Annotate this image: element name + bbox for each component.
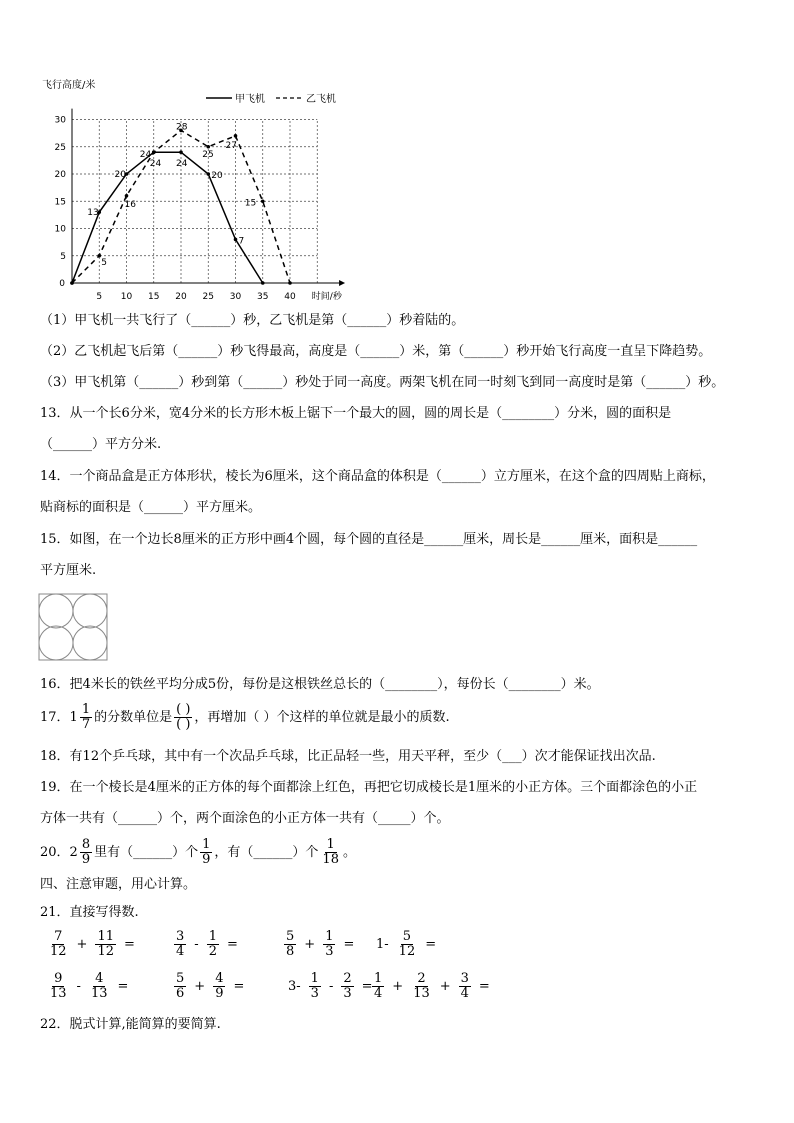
- data-label: 28: [176, 122, 188, 133]
- data-label: 25: [202, 149, 214, 160]
- data-point: [179, 150, 183, 154]
- question-14-line-2: 贴商标的面积是（______）平方厘米。: [40, 500, 262, 515]
- question-19-line-1: 19．在一个棱长是4厘米的正方体的每个面都涂上红色，再把它切成棱长是1厘米的小正方体。三个面都涂色的小正: [40, 780, 698, 795]
- data-point: [206, 172, 210, 176]
- operator: +: [392, 979, 404, 994]
- fraction: $\frac{1}{3}$: [325, 929, 334, 959]
- data-label: 15: [244, 198, 257, 209]
- fraction: $\frac{1}{2}$: [208, 929, 217, 959]
- operator: +: [76, 937, 88, 952]
- question-20-number: 20．: [40, 844, 70, 860]
- data-label: 24: [139, 150, 152, 161]
- x-tick-label: 35: [257, 292, 269, 302]
- y-tick-label: 30: [54, 115, 66, 126]
- data-point: [261, 199, 265, 203]
- data-point: [152, 150, 156, 154]
- x-tick-label: 5: [96, 292, 103, 302]
- data-point: [234, 238, 238, 242]
- x-tick-label: 25: [202, 292, 214, 302]
- question-21: 21．直接写得数.: [40, 905, 139, 920]
- fraction: $\frac{4}{9}$: [215, 971, 224, 1001]
- circle-top-left: [39, 594, 73, 628]
- question-22: 22．脱式计算,能简算的要简算.: [40, 1017, 221, 1032]
- x-tick-label: 15: [148, 292, 160, 302]
- operator: =: [425, 937, 437, 952]
- data-point: [70, 281, 74, 285]
- legend-label: 甲飞机: [235, 94, 265, 105]
- data-point: [125, 194, 129, 198]
- fraction: $\frac{5}{8}$: [286, 929, 295, 959]
- question-20-text-2: ，有（______）个: [214, 844, 319, 860]
- data-label: 5: [101, 257, 107, 268]
- square-four-circles-figure: [38, 593, 110, 663]
- question-17-text-1: 的分数单位是: [94, 709, 173, 725]
- data-point: [234, 134, 238, 138]
- y-tick-label: 25: [54, 142, 66, 153]
- x-tick-label: 20: [175, 292, 187, 302]
- question-20: [40, 838, 356, 867]
- data-label: 13: [87, 208, 99, 219]
- data-label: 27: [225, 140, 237, 151]
- operator: 3-: [288, 979, 301, 994]
- fraction: $\frac{1}{18}$: [322, 837, 339, 867]
- y-tick-label: 10: [54, 224, 66, 235]
- data-point: [206, 145, 210, 149]
- question-12-part-1: （1）甲飞机一共飞行了（______）秒，乙飞机是第（______）秒着陆的。: [40, 313, 465, 328]
- legend-label: 乙飞机: [306, 94, 336, 105]
- flight-height-chart: [36, 76, 366, 306]
- operator: =: [124, 937, 135, 952]
- y-tick-label: 5: [60, 251, 66, 262]
- circle-top-right: [73, 594, 107, 628]
- y-axis-label: 飞行高度/米: [42, 80, 96, 91]
- operator: 1-: [376, 937, 389, 952]
- y-tick-label: 15: [54, 197, 66, 208]
- x-tick-label: 30: [229, 292, 242, 302]
- question-17-text-2: ，再增加（ ）个这样的单位就是最小的质数.: [194, 709, 450, 725]
- data-label: 24: [176, 159, 188, 170]
- operator: -: [194, 937, 199, 952]
- operator: +: [194, 979, 206, 994]
- circle-bottom-left: [39, 626, 73, 660]
- operator: =: [233, 979, 245, 994]
- question-20-text-3: 。: [342, 844, 356, 860]
- question-12-part-3: （3）甲飞机第（______）秒到第（______）秒处于同一高度。两架飞机在同一时刻飞到同一高度时是第（______）秒。: [40, 375, 725, 390]
- calc-expression: [370, 972, 496, 1001]
- question-16: 16．把4米长的铁丝平均分成5份，每份是这根铁丝总长的（________），每份长（________）米。: [40, 677, 600, 692]
- data-label: 20: [114, 170, 126, 180]
- data-label: 24: [149, 159, 162, 170]
- answer-fraction-blank: $\frac{( )}{( )}$: [176, 702, 191, 732]
- operator: =: [361, 979, 373, 994]
- x-tick-label: 10: [120, 292, 133, 302]
- question-17-number: 17．: [40, 709, 70, 725]
- data-label: 16: [124, 199, 136, 210]
- fraction: $\frac{1}{4}$: [374, 971, 383, 1001]
- question-15-line-1: 15．如图，在一个边长8厘米的正方形中画4个圆，每个圆的直径是______厘米，周长是______厘米，面积是______: [40, 532, 698, 547]
- question-15-line-2: 平方厘米.: [40, 563, 97, 578]
- x-tick-label: 40: [284, 292, 296, 302]
- fraction: $\frac{3}{4}$: [460, 971, 469, 1001]
- circle-bottom-right: [73, 626, 107, 660]
- operator: +: [439, 979, 451, 994]
- question-13-line-1: 13．从一个长6分米，宽4分米的长方形木板上锯下一个最大的圆，圆的周长是（________）分米，圆的面积是: [40, 406, 672, 421]
- operator: =: [117, 979, 129, 994]
- calc-expression: [282, 930, 360, 959]
- x-axis-label: 时间/秒: [311, 292, 342, 302]
- data-point: [261, 281, 265, 285]
- fraction: $\frac{5}{6}$: [176, 971, 185, 1001]
- fraction: $\frac{2}{13}$: [413, 971, 430, 1001]
- question-12-part-2: （2）乙飞机起飞后第（______）秒飞得最高，高度是（______）米，第（______）秒开始飞行高度一直呈下降趋势。: [40, 344, 712, 359]
- fraction: $\frac{1}{7}$: [81, 702, 91, 732]
- calc-expression: [172, 930, 244, 959]
- question-20-text-1: 里有（______）个: [94, 844, 199, 860]
- fraction: $\frac{2}{3}$: [343, 971, 352, 1001]
- fraction: $\frac{7}{12}$: [50, 929, 67, 959]
- fraction: $\frac{1}{9}$: [202, 837, 211, 867]
- data-point: [288, 281, 292, 285]
- fraction: $\frac{5}{12}$: [398, 929, 416, 959]
- y-tick-label: 20: [54, 170, 66, 180]
- fraction: $\frac{1}{3}$: [310, 971, 319, 1001]
- question-19-line-2: 方体一共有（______）个，两个面涂色的小正方体一共有（_____）个。: [40, 811, 450, 826]
- question-18: 18．有12个乒乓球，其中有一个次品乒乓球，比正品轻一些，用天平秤，至少（___）次才能保证找出次品.: [40, 749, 656, 764]
- calc-expression: [282, 972, 379, 1001]
- question-13-line-2: （______）平方分米.: [40, 437, 162, 452]
- fraction: $\frac{9}{13}$: [50, 971, 67, 1001]
- operator: =: [226, 937, 238, 952]
- section-4-heading: 四、注意审题，用心计算。: [40, 877, 197, 892]
- data-label: 7: [238, 236, 245, 247]
- operator: =: [343, 937, 355, 952]
- x-axis-arrow: [339, 280, 345, 286]
- calc-expression: [370, 930, 442, 959]
- operator: -: [328, 979, 334, 994]
- question-17: [40, 703, 450, 732]
- fraction: $\frac{11}{12}$: [97, 929, 114, 959]
- fraction: $\frac{3}{4}$: [176, 929, 185, 959]
- calc-expression: [172, 972, 250, 1001]
- question-14-line-1: 14．一个商品盒是正方体形状，棱长为6厘米，这个商品盒的体积是（______）立方厘米，在这个盒的四周贴上商标，: [40, 469, 715, 484]
- mixed-number-whole: 2: [69, 844, 78, 860]
- calc-expression: [46, 972, 134, 1001]
- data-label: 20: [211, 171, 223, 181]
- operator: +: [304, 937, 316, 952]
- calc-expression: [46, 930, 141, 959]
- operator: -: [76, 979, 81, 994]
- mixed-number-whole: 1: [69, 709, 78, 725]
- origin-label: 0: [59, 279, 65, 289]
- fraction: $\frac{8}{9}$: [81, 837, 91, 867]
- operator: =: [478, 979, 490, 994]
- fraction: $\frac{4}{13}$: [90, 971, 108, 1001]
